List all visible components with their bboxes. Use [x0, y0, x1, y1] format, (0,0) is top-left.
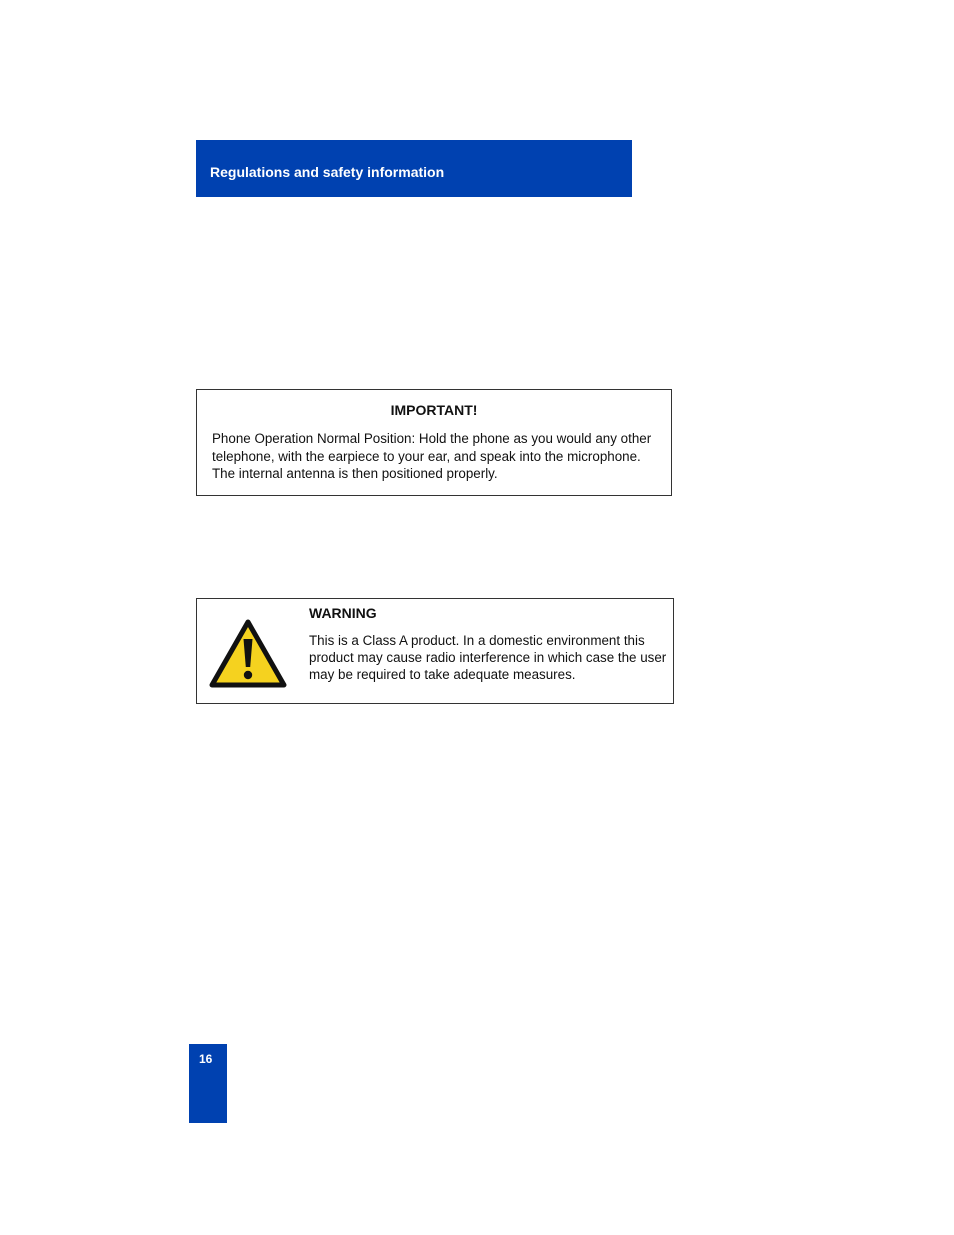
important-text: Phone Operation Normal Position: Hold the phone as you would any other telephone, with the earpiece to your ear, and speak into the microphone. The internal antenna is then positioned properly.	[212, 431, 652, 481]
important-heading: IMPORTANT!	[390, 402, 478, 418]
warning-heading: WARNING	[309, 605, 377, 621]
section-title: Regulations and safety information	[210, 164, 445, 180]
warning-text: This is a Class A product. In a domestic environment this product may cause radio interference in which case the user may be required to take adequate measures.	[309, 633, 667, 682]
section-header-band	[196, 140, 632, 197]
important-notice-box	[196, 389, 672, 496]
page-number-tab	[189, 1044, 227, 1123]
warning-notice-box	[196, 598, 674, 704]
page-number: 16	[199, 1052, 213, 1066]
warning-triangle-icon	[209, 619, 287, 689]
